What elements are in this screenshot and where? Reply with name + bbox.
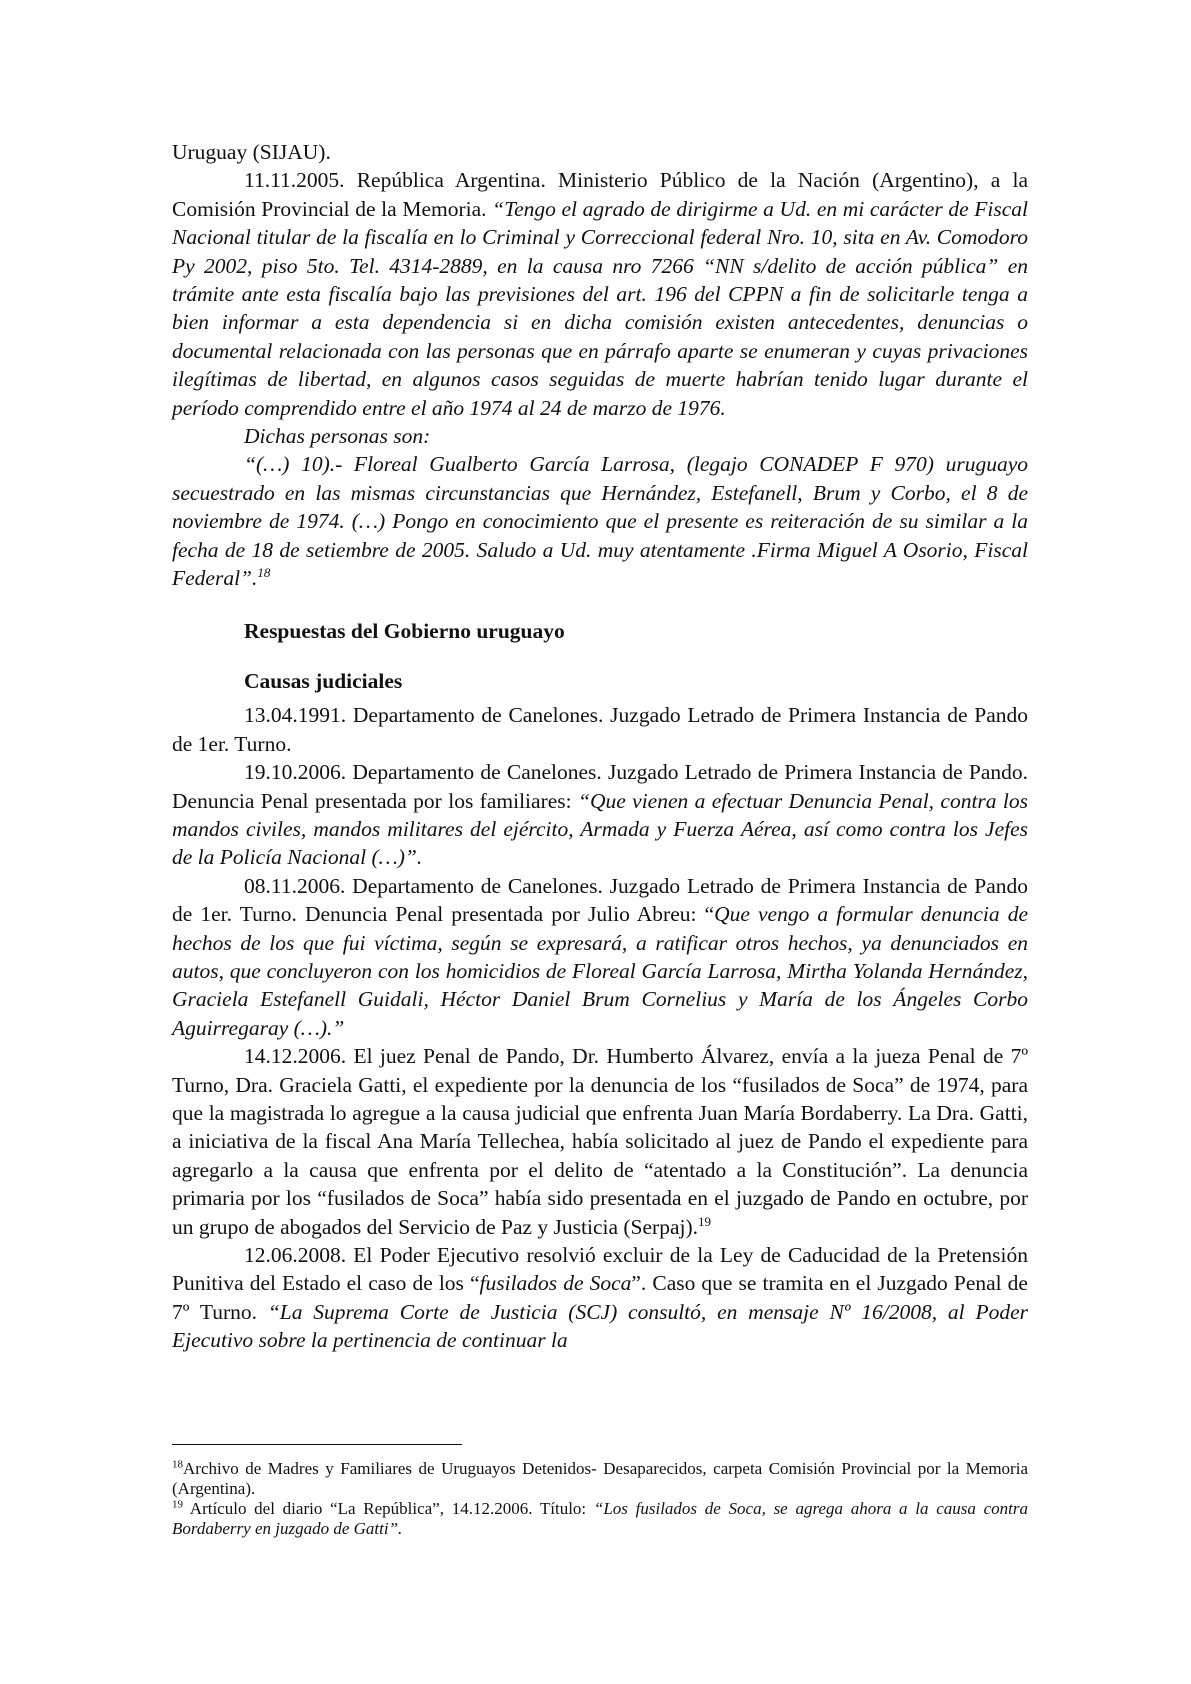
- text: ”. Caso que se tramita en el Juzgado Penal de 7º Turno.: [172, 1271, 1028, 1324]
- text: 12.06.2008. El Poder Ejecutivo resolvió excluir de la Ley de Caducidad de la Pretensión Punitiva del Estado el caso de los “: [172, 1243, 1028, 1296]
- paragraph-08-11-2006: [172, 872, 1028, 1042]
- document-body: [172, 138, 1028, 1355]
- footnote-19: [172, 1499, 1028, 1539]
- text: “(…) 10).- Floreal Gualberto García Larrosa, (legajo CONADEP F 970) uruguayo secuestrado en las mismas circunstancias que Hernández, Estefanell, Brum y Corbo, el 8 de noviembre de 1974. (…) Pongo en conocimiento que el presente es reiteración de su similar a la fecha de 18 de setiembre de 2005. Saludo a Ud. muy atentamente .Firma Miguel A Osorio, Fiscal Federal”.: [172, 452, 1028, 591]
- text: Dichas personas son:: [244, 424, 431, 449]
- paragraph-12-06-2008: [172, 1241, 1028, 1355]
- paragraph-2005-argentina: [172, 166, 1028, 422]
- text: Causas judiciales: [244, 668, 403, 693]
- text: 08.11.2006. Departamento de Canelones. Juzgado Letrado de Primera Instancia de Pando de 1er. Turno. Denuncia Penal presentada por Julio Abreu: “: [172, 873, 1028, 927]
- quote-text: “Que vienen a efectuar Denuncia Penal, contra los mandos civiles, mandos militares del ejército, Armada y Fuerza Aérea, así como contra los Jefes de la Policía Nacional (…)”.: [172, 788, 1029, 870]
- paragraph-quote-garcia-larrosa: [172, 450, 1028, 592]
- footnote-ref-18: 18: [257, 564, 271, 580]
- paragraph-dichas-personas: [172, 422, 1028, 450]
- quote-text: “Tengo el agrado de dirigirme a Ud. en mi carácter de Fiscal Nacional titular de la fiscalía en lo Criminal y Correccional federal Nro. 10, sita en Av. Comodoro Py 2002, piso 5to. Tel. 4314-2889, en la causa nro 7266 “NN s/delito de acción pública” en trámite ante esta fiscalía bajo las previsiones del art. 196 del CPPN a fin de solicitarle tenga a bien informar a esta dependencia si en dicha comisión existen antecedentes, denuncias o documental relacionada con las personas que en párrafo aparte se enumeran y cuyas privaciones ilegítimas de libertad, en algunos casos seguidas de muerte habrían tenido lugar durante el período comprendido entre el año 1974 al 24 de marzo de 1976.: [172, 196, 1029, 420]
- footnote-text: Archivo de Madres y Familiares de Uruguayos Detenidos- Desaparecidos, carpeta Comisión Provincial por la Memoria (Argentina).: [172, 1459, 1028, 1498]
- footnote-ref-19: 19: [698, 1213, 712, 1229]
- quote-text: Que vengo a formular denuncia de hechos de los que fui víctima, según se expresará, a ratificar otros hechos, ya denunciados en autos, que concluyeron con los homicidios de Floreal García Larrosa, Mirtha Yolanda Hernández, Graciela Estefanell Guidali, Héctor Daniel Brum Cornelius y María de los Ángeles Corbo Aguirregaray (…).”: [172, 902, 1028, 1040]
- italic-text: fusilados de Soca: [479, 1271, 632, 1296]
- paragraph-19-10-2006: [172, 758, 1028, 872]
- footnote-number: 18: [172, 1458, 183, 1471]
- text: 19.10.2006. Departamento de Canelones. Juzgado Letrado de Primera Instancia de Pando. Denuncia Penal presentada por los familiares:: [172, 760, 1028, 813]
- paragraph-sijau: [172, 138, 1028, 166]
- footnote-text: Artículo del diario “La República”, 14.12.2006. Título:: [189, 1499, 587, 1518]
- text: 11.11.2005. República Argentina. Ministerio Público de la Nación (Argentino), a la Comisión Provincial de la Memoria.: [172, 168, 1028, 221]
- footnotes: [172, 1444, 1028, 1539]
- section-heading: [244, 617, 1028, 645]
- text: 14.12.2006. El juez Penal de Pando, Dr. Humberto Álvarez, envía a la jueza Penal de 7º Turno, Dra. Graciela Gatti, el expediente por la denuncia de los “fusilados de Soca” de 1974, para que la magistrada lo agregue a la causa judicial que enfrenta Juan María Bordaberry. La Dra. Gatti, a iniciativa de la fiscal Ana María Tellechea, había solicitado al juez de Pando el expediente para agregarlo a la causa que enfrenta por el delito de “atentado a la Constitución”. La denuncia primaria por los “fusilados de Soca” había sido presentada en el juzgado de Pando en octubre, por un grupo de abogados del Servicio de Paz y Justicia (Serpaj).: [172, 1044, 1028, 1239]
- subsection-heading: [244, 667, 1028, 695]
- text: Uruguay (SIJAU).: [172, 140, 331, 164]
- footnote-separator: [172, 1444, 462, 1445]
- paragraph-1991: [172, 701, 1028, 758]
- footnote-18: [172, 1459, 1028, 1499]
- footnote-number: 19: [172, 1498, 183, 1511]
- text: 13.04.1991. Departamento de Canelones. Juzgado Letrado de Primera Instancia de Pando de 1er. Turno.: [172, 703, 1028, 756]
- paragraph-14-12-2006: [172, 1042, 1028, 1241]
- footnote-title: “Los fusilados de Soca, se agrega ahora a la causa contra Bordaberry en juzgado de Gatti”.: [172, 1499, 1029, 1538]
- quote-text: “La Suprema Corte de Justicia (SCJ) consultó, en mensaje Nº 16/2008, al Poder Ejecutivo sobre la pertinencia de continuar la: [172, 1299, 1028, 1353]
- text: Respuestas del Gobierno uruguayo: [244, 618, 565, 643]
